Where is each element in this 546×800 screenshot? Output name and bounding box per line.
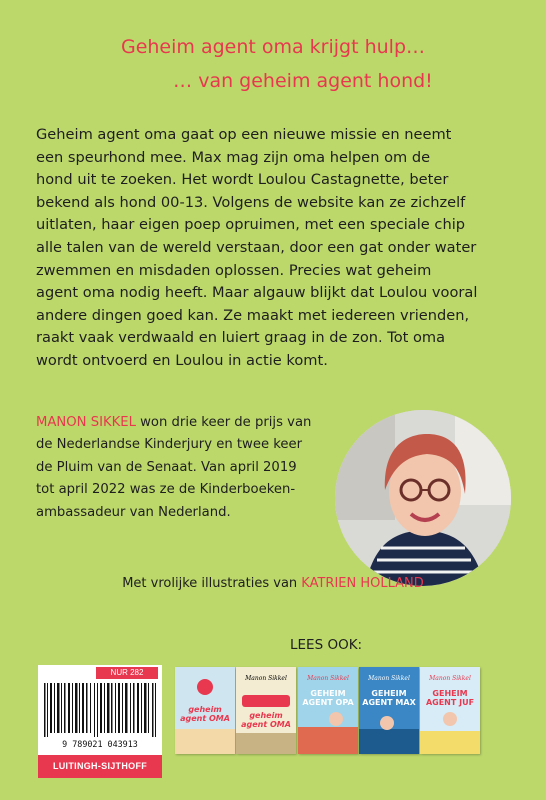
book-cover-illustration	[175, 667, 235, 754]
blurb-line: andere dingen goed kan. Ze maakt met iedereen vrienden,	[36, 306, 470, 324]
nur-label: NUR 282	[96, 667, 158, 679]
book-cover-title: GEHEIM AGENT OPA	[302, 689, 354, 707]
blurb-line: agent oma nodig heeft. Maar algauw blijkt dat Loulou vooral	[36, 284, 478, 302]
book-cover-author: Manon Sikkel	[368, 675, 410, 682]
illustrator-name: KATRIEN HOLLAND	[301, 576, 424, 591]
blurb-line: een speurhond mee. Max mag zijn oma helpen om de	[36, 148, 431, 166]
book-cover-illustration	[359, 667, 419, 754]
book-cover-author: Manon Sikkel	[429, 675, 471, 682]
bio-line: tot april 2022 was ze de Kinderboeken-	[36, 482, 296, 498]
book-cover-5	[420, 667, 480, 754]
publisher-label: LUITINGH-SIJTHOFF	[38, 755, 162, 778]
barcode-bars	[42, 683, 158, 737]
author-name: MANON SIKKEL	[36, 415, 136, 430]
book-cover-illustration	[420, 667, 480, 754]
illustrator-prefix: Met vrolijke illustraties van	[122, 576, 302, 591]
book-cover-author: Manon Sikkel	[307, 675, 349, 682]
book-cover-title: GEHEIM AGENT JUF	[425, 689, 475, 707]
book-cover-title: GEHEIM AGENT MAX	[362, 689, 416, 707]
blurb-line: alle talen van de wereld verstaan, door een gat onder water	[36, 238, 477, 256]
blurb-line: bekend als hond 00-13. Volgens de website kan ze zichzelf	[36, 193, 466, 211]
blurb-line: hond uit te zoeken. Het wordt Loulou Castagnette, beter	[36, 171, 449, 189]
author-portrait	[335, 410, 511, 586]
bio-line: ambassadeur van Nederland.	[36, 504, 231, 520]
tagline-line-1: Geheim agent oma krijgt hulp…	[120, 36, 426, 58]
book-cover-1	[175, 667, 235, 754]
bio-line: de Nederlandse Kinderjury en twee keer	[36, 437, 303, 453]
book-cover-author: Manon Sikkel	[245, 675, 287, 682]
book-cover-illustration	[236, 667, 296, 754]
book-cover-illustration	[298, 667, 358, 754]
blurb-line: raakt vaak verdwaald en luiert graag in de zon. Tot oma	[36, 329, 446, 347]
blurb-line: wordt ontvoerd en Loulou in actie komt.	[36, 351, 328, 369]
blurb-line: Geheim agent oma gaat op een nieuwe missie en neemt	[36, 126, 452, 143]
blurb-line: zwemmen en misdaden oplossen. Precies wat geheim	[36, 261, 432, 279]
bio-first-line-rest: won drie keer de prijs van	[135, 415, 312, 430]
book-cover-3	[298, 667, 358, 754]
author-bio	[36, 412, 336, 524]
bio-line: de Pluim van de Senaat. Van april 2019	[36, 459, 297, 475]
bio-line	[36, 412, 336, 434]
illustrator-credit	[0, 576, 546, 591]
isbn-number: 9 789021 043913	[62, 739, 138, 749]
tagline-line-2: … van geheim agent hond!	[173, 70, 433, 92]
book-cover-title: geheim agent OMA	[180, 705, 230, 723]
also-read-heading: LEES OOK:	[290, 637, 363, 653]
book-cover-title: geheim agent OMA	[241, 711, 291, 729]
book-cover-2	[236, 667, 296, 754]
blurb-text	[36, 124, 514, 373]
barcode-block	[38, 665, 162, 778]
book-cover-4	[359, 667, 419, 754]
blurb-line: uitlaten, haar eigen poep opruimen, met een speciale chip	[36, 216, 466, 234]
